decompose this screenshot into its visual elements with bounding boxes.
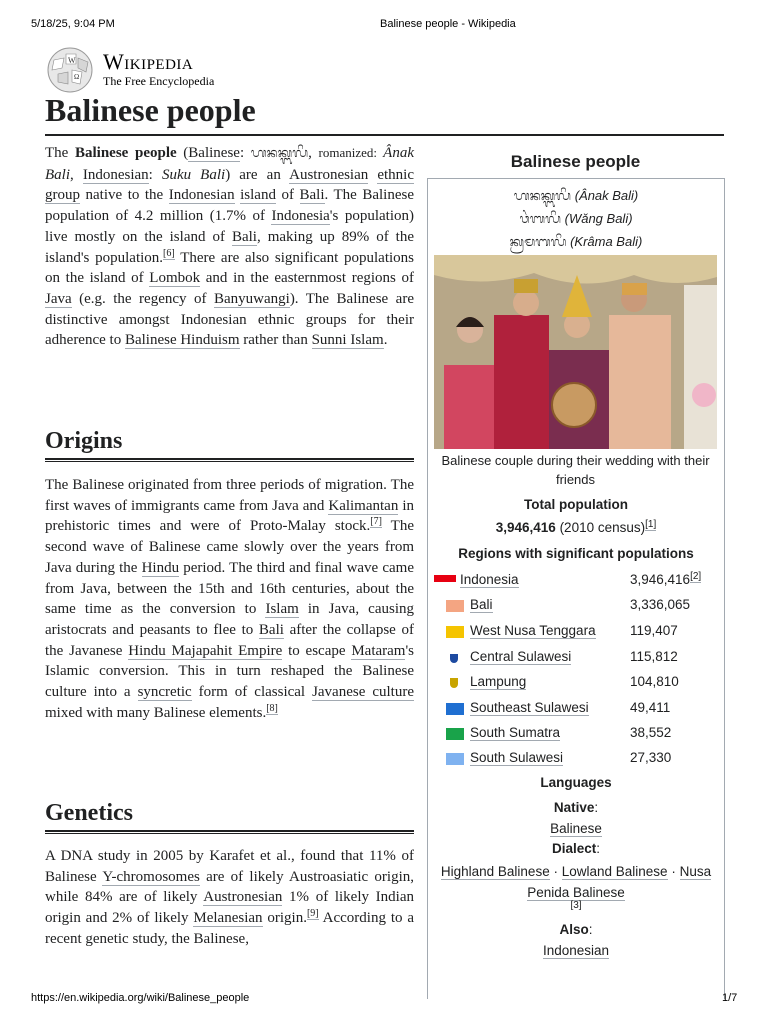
- link-bali-3[interactable]: Bali: [258, 621, 284, 638]
- region-row-indonesia: [434, 570, 718, 594]
- region-value-south-sumatra: 38,552: [630, 725, 672, 740]
- total-population: [428, 520, 724, 535]
- central-sulawesi-emblem-icon: [450, 654, 458, 663]
- dialect-ref: [428, 900, 724, 911]
- text: 's Islamic conversion. This in turn reshaped the Balinese culture into a: [45, 642, 415, 701]
- link-hindu[interactable]: Hindu: [141, 559, 180, 576]
- native-script: ᬯᬂᬩᬮᬶ: [519, 212, 561, 227]
- region-row-lampung: [434, 672, 718, 696]
- text: According to a recent genetic study, the Balinese,: [45, 910, 414, 947]
- link-java[interactable]: Java: [45, 290, 72, 307]
- native-latin: (Krâma Bali): [570, 234, 643, 249]
- text: The: [45, 145, 75, 161]
- native-language-label: Native:: [553, 800, 599, 815]
- text: of: [275, 187, 300, 204]
- text: The Balinese originated from three periods of migration. The first waves of immigrants came from Java and: [45, 477, 414, 514]
- total-population-note: (2010 census): [559, 520, 646, 535]
- link-austronesian-2[interactable]: Austronesian: [203, 889, 283, 906]
- link-lombok[interactable]: Lombok: [149, 270, 201, 287]
- region-value-lampung: 104,810: [630, 674, 679, 689]
- languages-heading: Languages: [540, 775, 612, 790]
- link-balinese-language-infobox[interactable]: Balinese: [550, 821, 602, 836]
- ref-9[interactable]: [9]: [306, 908, 319, 920]
- native-script: ᬳᬦᬓ᭄ᬩᬮᬶ: [513, 189, 572, 204]
- bold-subject: Balinese people: [74, 145, 177, 161]
- link-indonesian-language[interactable]: Indonesian: [82, 166, 149, 183]
- regions-heading: Regions with significant populations: [458, 546, 694, 561]
- region-row-west-nusa-tenggara: [434, 621, 718, 645]
- separator: ·: [671, 864, 676, 879]
- south-sulawesi-flag-icon: [446, 753, 464, 765]
- wedding-photo[interactable]: [434, 255, 717, 449]
- text: ) are an: [225, 166, 290, 183]
- text: period. The third and final wave came from Java, between the 15th and 16th centuries, about the same time as the conversion to: [45, 559, 415, 618]
- also-label-text: Also: [559, 922, 589, 937]
- native-name-row: [428, 231, 724, 254]
- link-hindu-majapahit[interactable]: Hindu Majapahit Empire: [128, 642, 283, 659]
- origins-rule: [45, 458, 414, 462]
- text: 1% of likely Indian origin and 2% of likely: [45, 889, 414, 927]
- text: after the collapse of the Javanese: [45, 621, 414, 659]
- section-heading-origins: Origins: [45, 428, 123, 454]
- text: native to the: [80, 187, 169, 204]
- text: .: [383, 332, 388, 349]
- link-highland-balinese[interactable]: Highland Balinese: [440, 864, 550, 879]
- text: (: [176, 145, 189, 161]
- text: ). The Balinese are distinctive amongst Indonesian ethnic groups for their adherence to: [45, 290, 414, 349]
- native-script: ᬓ᭄ᬭᬫᬩᬮᬶ: [509, 235, 567, 250]
- region-value-bali: 3,336,065: [630, 597, 691, 612]
- infobox-title: Balinese people: [510, 152, 641, 171]
- text: . The Balinese population of 4.2 million (1.7% of: [45, 187, 414, 225]
- print-page-title: Balinese people - Wikipedia: [380, 18, 516, 30]
- link-islam[interactable]: Islam: [265, 601, 299, 618]
- text: in prehistoric times and were of Proto-Malay stock.: [45, 497, 414, 535]
- south-sumatra-flag-icon: [446, 728, 464, 740]
- link-island[interactable]: island: [240, 187, 276, 204]
- link-mataram[interactable]: Mataram: [351, 642, 406, 659]
- link-y-chromosomes[interactable]: Y-chromosomes: [102, 868, 200, 885]
- link-bali-2[interactable]: Bali: [231, 228, 257, 245]
- text: form of classical: [191, 684, 313, 701]
- total-population-heading: Total population: [524, 497, 628, 512]
- text: The second wave of Balinese came slowly over the years from Java during the: [45, 518, 415, 576]
- link-indonesian-infobox[interactable]: Indonesian: [542, 943, 610, 958]
- separator: ·: [553, 864, 558, 879]
- text: A DNA study in 2005 by Karafet et al., found that 11% of Balinese: [45, 848, 414, 885]
- wikipedia-tagline: The Free Encyclopedia: [103, 74, 215, 88]
- link-nusa-penida-balinese[interactable]: Nusa Penida Balinese: [527, 864, 712, 900]
- ntb-flag-icon: [446, 626, 464, 638]
- svg-text:W: W: [68, 56, 76, 65]
- text: (e.g. the regency of: [71, 290, 214, 307]
- lampung-emblem-icon: [450, 678, 458, 688]
- link-bali[interactable]: Bali: [299, 187, 325, 204]
- ref-6[interactable]: [6]: [163, 247, 175, 259]
- native-names: [428, 185, 724, 254]
- ref-7[interactable]: [7]: [370, 516, 382, 528]
- title-rule: [45, 134, 724, 136]
- dialect-label: Dialect:: [551, 841, 601, 856]
- total-population-value: 3,946,416: [495, 520, 556, 535]
- region-row-central-sulawesi: [434, 647, 718, 671]
- wikipedia-globe-icon[interactable]: [44, 46, 96, 94]
- region-value-text: 3,946,416: [630, 572, 691, 587]
- region-value-southeast-sulawesi: 49,411: [630, 700, 671, 715]
- native-name-row: [428, 185, 724, 208]
- region-name-bali[interactable]: Bali: [470, 597, 493, 612]
- section-heading-genetics: Genetics: [45, 800, 133, 826]
- genetics-rule: [45, 830, 414, 834]
- dialect-list: [438, 861, 714, 903]
- text: :: [148, 166, 162, 183]
- text: ,: [70, 166, 83, 183]
- svg-text:Ω: Ω: [74, 73, 80, 81]
- region-row-bali: [434, 595, 718, 619]
- link-ethnic-group[interactable]: ethnic group: [45, 166, 415, 204]
- print-datetime: 5/18/25, 9:04 PM: [31, 18, 115, 30]
- ref-1[interactable]: [1]: [645, 518, 657, 530]
- infobox: [427, 178, 725, 999]
- also-language: [428, 943, 724, 958]
- text: and in the easternmost regions of: [200, 270, 415, 287]
- region-value-south-sulawesi: 27,330: [630, 750, 672, 765]
- link-indonesian[interactable]: Indonesian: [168, 187, 235, 204]
- link-syncretic[interactable]: syncretic: [137, 684, 192, 701]
- photo-caption: Balinese couple during their wedding with their friends: [441, 453, 710, 487]
- region-name-south-sulawesi[interactable]: South Sulawesi: [470, 750, 564, 765]
- romanized-label: romanized:: [318, 145, 384, 160]
- region-name-south-sumatra[interactable]: South Sumatra: [470, 725, 561, 740]
- region-value-indonesia: [630, 572, 701, 587]
- text: in Java, causing aristocrats and peasants to flee to: [45, 601, 414, 638]
- text: 's population) live mostly on the island of: [45, 208, 414, 245]
- text: mixed with many Balinese elements.: [45, 704, 267, 721]
- intro-paragraph: [45, 143, 414, 351]
- region-name-central-sulawesi[interactable]: Central Sulawesi: [470, 649, 572, 664]
- bali-flag-icon: [446, 600, 464, 612]
- region-value-west-nusa-tenggara: 119,407: [630, 623, 678, 638]
- suku-bali: Suku Bali: [161, 166, 226, 183]
- link-sunni-islam[interactable]: Sunni Islam: [311, 332, 384, 349]
- wikipedia-wordmark[interactable]: Wikipedia: [103, 49, 194, 74]
- region-row-southeast-sulawesi: [434, 698, 718, 722]
- genetics-paragraph: [45, 846, 414, 950]
- native-latin: (Ânak Bali): [574, 188, 639, 203]
- wedding-photo-illustration: [434, 255, 717, 449]
- text: are of likely Austroasiatic origin, while 84% are of likely: [45, 868, 414, 906]
- text: origin.: [262, 910, 307, 927]
- text: There are also significant populations on the island of: [45, 249, 414, 287]
- link-balinese-language[interactable]: Balinese: [188, 145, 240, 161]
- balinese-script: ᬳᬦᬓ᭄ᬩᬮᬶ: [250, 146, 309, 161]
- text: rather than: [239, 332, 312, 349]
- link-kalimantan[interactable]: Kalimantan: [328, 497, 399, 514]
- native-language: [428, 821, 724, 836]
- link-melanesian[interactable]: Melanesian: [193, 910, 263, 927]
- region-name-southeast-sulawesi[interactable]: Southeast Sulawesi: [470, 700, 589, 715]
- link-indonesia[interactable]: Indonesia: [271, 208, 330, 225]
- region-name-lampung[interactable]: Lampung: [470, 674, 527, 689]
- native-name-row: [428, 208, 724, 231]
- ref-8[interactable]: [8]: [266, 702, 278, 714]
- link-balinese-hinduism[interactable]: Balinese Hinduism: [124, 332, 240, 349]
- text: ,: [308, 145, 312, 161]
- region-row-south-sulawesi: [434, 748, 718, 772]
- also-label: Also:: [559, 922, 593, 937]
- native-latin: (Wǎng Bali): [564, 211, 633, 226]
- print-url: https://en.wikipedia.org/wiki/Balinese_people: [31, 992, 250, 1004]
- link-banyuwangi[interactable]: Banyuwangi: [213, 290, 290, 307]
- region-name-west-nusa-tenggara[interactable]: West Nusa Tenggara: [470, 623, 596, 638]
- region-value-central-sulawesi: 115,812: [630, 649, 678, 664]
- text: :: [239, 145, 251, 161]
- print-page-number: 1/7: [722, 992, 738, 1004]
- link-lowland-balinese[interactable]: Lowland Balinese: [561, 864, 668, 879]
- anak-bali: Ânak Bali: [45, 145, 414, 183]
- link-javanese-culture[interactable]: Javanese culture: [312, 684, 414, 701]
- origins-paragraph: [45, 475, 414, 723]
- dialect-label-text: Dialect: [551, 841, 597, 856]
- native-label-text: Native: [553, 800, 595, 815]
- ref-2[interactable]: [2]: [690, 570, 702, 582]
- southeast-sulawesi-flag-icon: [446, 703, 464, 715]
- region-row-south-sumatra: [434, 723, 718, 747]
- indonesia-flag-icon: [434, 575, 456, 582]
- text: to escape: [282, 642, 352, 659]
- region-name-indonesia[interactable]: Indonesia: [460, 572, 519, 587]
- ref-3[interactable]: [3]: [570, 900, 582, 911]
- text: , making up 89% of the island's population.: [45, 228, 415, 266]
- page-title: Balinese people: [45, 92, 256, 128]
- link-austronesian[interactable]: Austronesian: [289, 166, 369, 183]
- text: [368, 167, 377, 183]
- indonesia-flag-white-band: [434, 582, 456, 588]
